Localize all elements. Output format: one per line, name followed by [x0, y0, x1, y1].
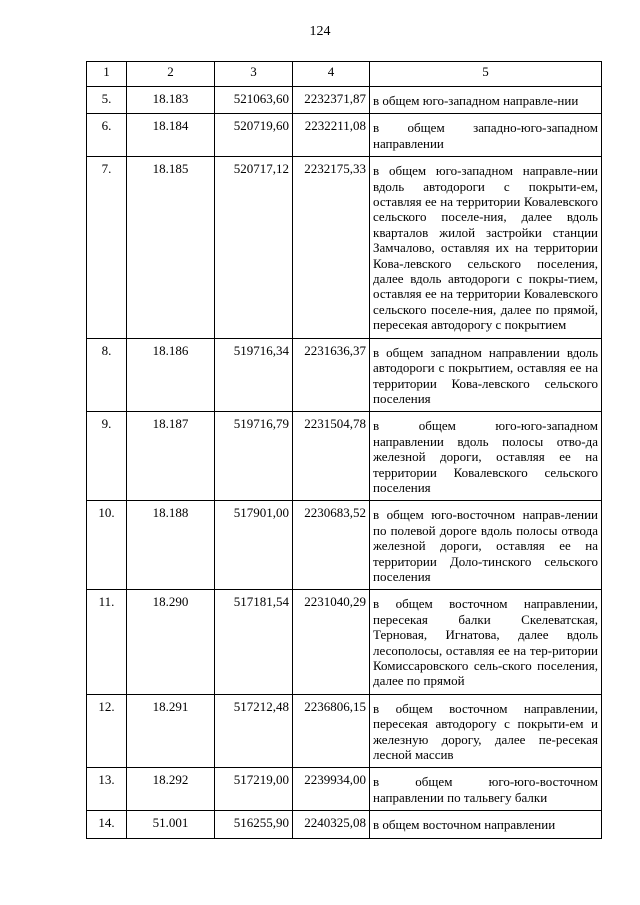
point-id: 18.186 — [127, 338, 215, 412]
point-id: 18.187 — [127, 412, 215, 501]
boundary-description: в общем юго-юго-западном направлении вдоль полосы отво-да железной дороги, оставляя ее на территории Ковалевского сельского поселения — [370, 412, 602, 501]
x-coordinate: 517219,00 — [215, 768, 293, 811]
row-number: 13. — [87, 768, 127, 811]
y-coordinate: 2231040,29 — [293, 590, 370, 694]
header-row — [87, 62, 602, 87]
header-col-3: 3 — [215, 62, 293, 87]
x-coordinate: 521063,60 — [215, 87, 293, 114]
x-coordinate: 516255,90 — [215, 811, 293, 838]
boundary-description: в общем юго-восточном направ-лении по полевой дороге вдоль полосы отвода железной дороги, оставляя ее на территории Доло-тинского сельского поселения — [370, 501, 602, 590]
boundary-description: в общем западном направлении вдоль автодороги с покрытием, оставляя ее на территории Кова-левского сельского поселения — [370, 338, 602, 412]
y-coordinate: 2231636,37 — [293, 338, 370, 412]
boundary-description: в общем западно-юго-западном направлении — [370, 114, 602, 157]
row-number: 8. — [87, 338, 127, 412]
x-coordinate: 520719,60 — [215, 114, 293, 157]
header-col-4: 4 — [293, 62, 370, 87]
y-coordinate: 2231504,78 — [293, 412, 370, 501]
boundary-description: в общем юго-юго-восточном направлении по тальвегу балки — [370, 768, 602, 811]
table-row — [87, 114, 602, 157]
boundary-coordinates-table — [86, 61, 602, 839]
x-coordinate: 519716,34 — [215, 338, 293, 412]
y-coordinate: 2232175,33 — [293, 157, 370, 338]
boundary-description: в общем восточном направлении, пересекая автодорогу с покрыти-ем и железную дорогу, далее пе-ресекая лесной массив — [370, 694, 602, 768]
point-id: 51.001 — [127, 811, 215, 838]
row-number: 12. — [87, 694, 127, 768]
point-id: 18.188 — [127, 501, 215, 590]
header-col-1: 1 — [87, 62, 127, 87]
point-id: 18.183 — [127, 87, 215, 114]
row-number: 14. — [87, 811, 127, 838]
page-number: 124 — [309, 24, 331, 39]
boundary-description: в общем юго-западном направле-нии вдоль автодороги с покрыти-ем, оставляя ее на территории Ковалевского сельского поселе-ния, далее вдоль кварталов жилой застройки станции Замчалово, оставляя их на территории Кова-левского сельского поселения, далее вдоль автодороги с покры-тием, оставляя ее на территории Ковалевского сельского поселе-ния, далее по прямой, пересекая автодорогу с покрытием — [370, 157, 602, 338]
x-coordinate: 517901,00 — [215, 501, 293, 590]
table-row — [87, 590, 602, 694]
table-row — [87, 811, 602, 838]
point-id: 18.184 — [127, 114, 215, 157]
table-row — [87, 501, 602, 590]
point-id: 18.292 — [127, 768, 215, 811]
x-coordinate: 520717,12 — [215, 157, 293, 338]
table-row — [87, 412, 602, 501]
row-number: 9. — [87, 412, 127, 501]
table-row — [87, 694, 602, 768]
table-row — [87, 157, 602, 338]
y-coordinate: 2236806,15 — [293, 694, 370, 768]
y-coordinate: 2232211,08 — [293, 114, 370, 157]
row-number: 6. — [87, 114, 127, 157]
y-coordinate: 2232371,87 — [293, 87, 370, 114]
boundary-description: в общем восточном направлении — [370, 811, 602, 838]
table-row — [87, 768, 602, 811]
header-col-2: 2 — [127, 62, 215, 87]
y-coordinate: 2240325,08 — [293, 811, 370, 838]
boundary-description: в общем восточном направлении, пересекая балки Скелеватская, Терновая, Игнатова, далее вдоль лесополосы, оставляя ее на тер-ритории Комиссаровского сель-ского поселения, далее по прямой — [370, 590, 602, 694]
header-col-5: 5 — [370, 62, 602, 87]
table-row — [87, 338, 602, 412]
y-coordinate: 2239934,00 — [293, 768, 370, 811]
x-coordinate: 519716,79 — [215, 412, 293, 501]
y-coordinate: 2230683,52 — [293, 501, 370, 590]
table-row — [87, 87, 602, 114]
row-number: 5. — [87, 87, 127, 114]
point-id: 18.291 — [127, 694, 215, 768]
row-number: 7. — [87, 157, 127, 338]
x-coordinate: 517212,48 — [215, 694, 293, 768]
row-number: 11. — [87, 590, 127, 694]
point-id: 18.290 — [127, 590, 215, 694]
boundary-description: в общем юго-западном направле-нии — [370, 87, 602, 114]
point-id: 18.185 — [127, 157, 215, 338]
x-coordinate: 517181,54 — [215, 590, 293, 694]
row-number: 10. — [87, 501, 127, 590]
